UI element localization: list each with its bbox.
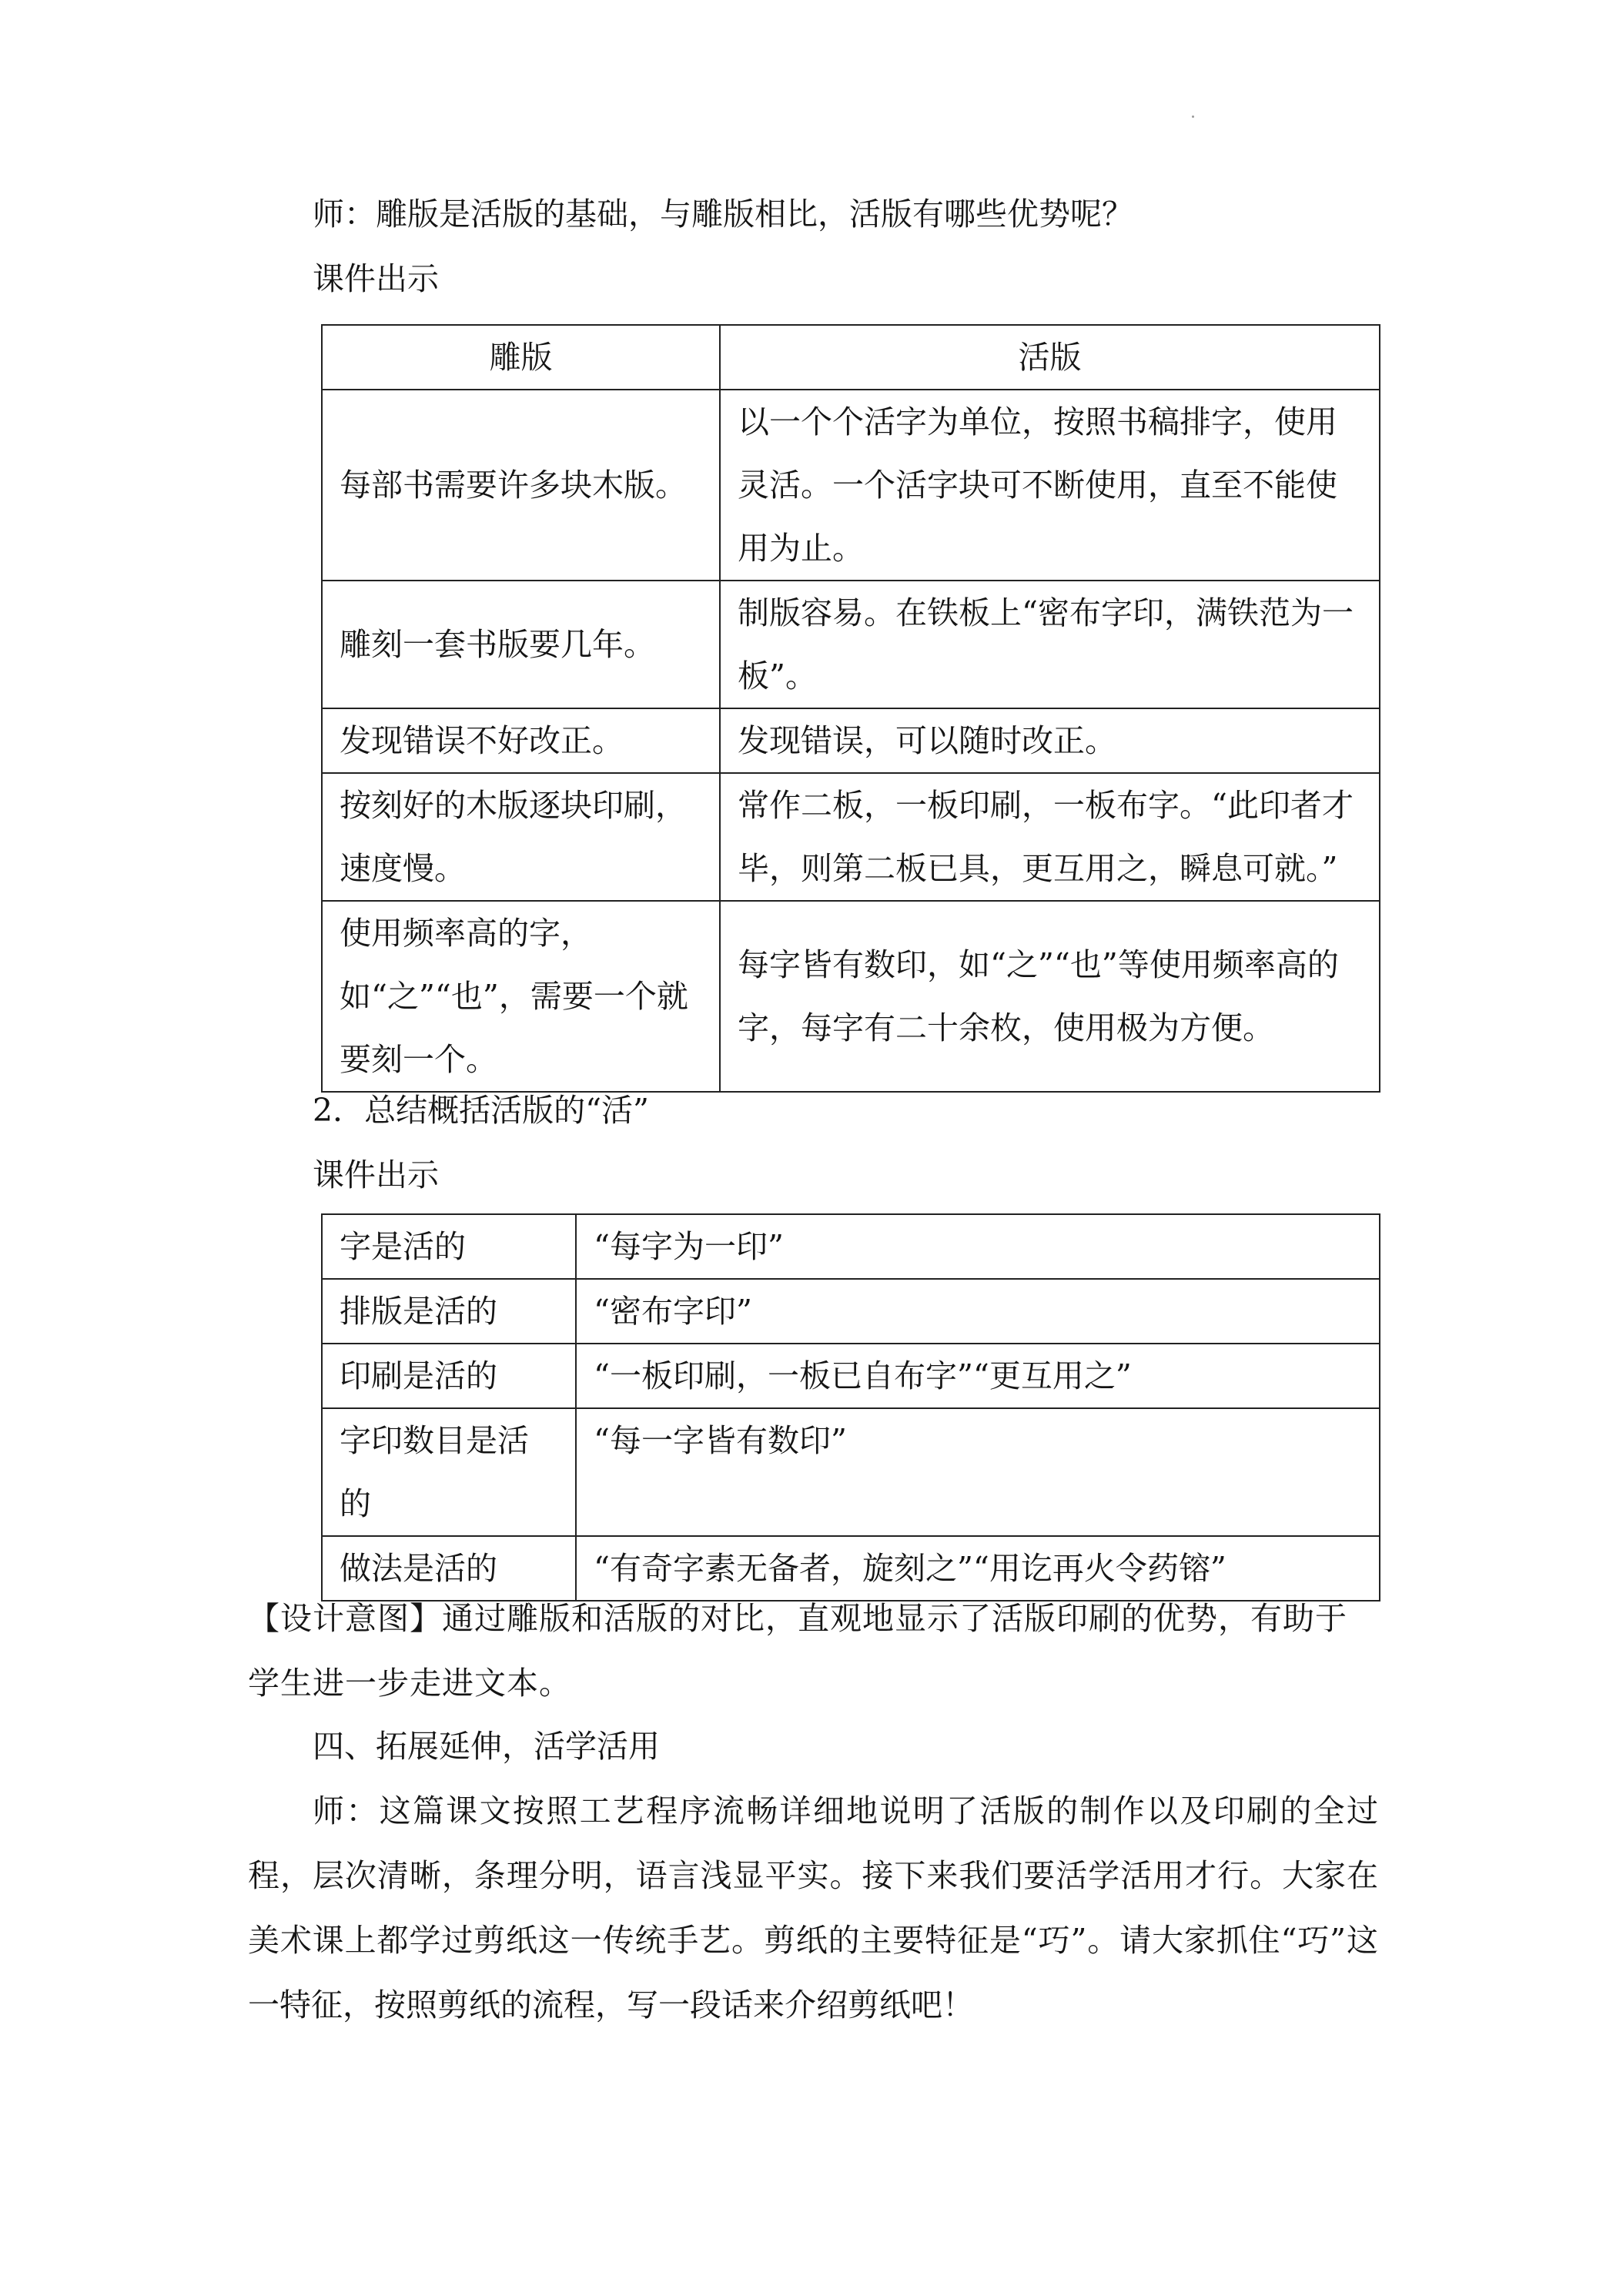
table-cell: “一板印刷，一板已自布字”“更互用之” [576,1344,1380,1408]
table-cell: 常作二板，一板印刷，一板布字。“此印者才毕，则第二板已具，更互用之，瞬息可就。” [720,773,1380,901]
table-cell: 按刻好的木版逐块印刷，速度慢。 [322,773,720,901]
table-row [322,581,1380,708]
intro-question: 师：雕版是活版的基础，与雕版相比，活版有哪些优势呢？ [313,196,1133,233]
design-intent: 【设计意图】通过雕版和活版的对比，直观地显示了活版印刷的优势，有助于学生进一步走进文本。 [248,1600,1347,1702]
header-cell-woodblock: 雕版 [322,325,720,390]
table-cell: 排版是活的 [322,1279,576,1344]
table-cell: 做法是活的 [322,1536,576,1601]
table-row [322,901,1380,1092]
table-row [322,390,1380,581]
table-cell: 雕刻一套书版要几年。 [322,581,720,708]
table-cell: 发现错误不好改正。 [322,708,720,773]
section-heading: 四、拓展延伸，活学活用 [313,1728,660,1765]
section-heading: 2．总结概括活版的“活” [313,1092,650,1129]
table-cell: “密布字印” [576,1279,1380,1344]
table-row [322,1214,1380,1279]
table-cell: “每一字皆有数印” [576,1408,1380,1536]
table-cell: 字印数目是活的 [322,1408,576,1536]
comparison-table [321,324,1380,1093]
header-cell-movable-type: 活版 [720,325,1380,390]
table-cell: 字是活的 [322,1214,576,1279]
table-cell: 印刷是活的 [322,1344,576,1408]
table-cell: “有奇字素无备者，旋刻之”“用讫再火令药镕” [576,1536,1380,1601]
table-cell: 发现错误，可以随时改正。 [720,708,1380,773]
table-cell: “每字为一印” [576,1214,1380,1279]
table-cell: 以一个个活字为单位，按照书稿排字，使用灵活。一个活字块可不断使用，直至不能使用为止。 [720,390,1380,581]
table-row [322,708,1380,773]
table-cell: 每字皆有数印，如“之”“也”等使用频率高的字，每字有二十余枚，使用极为方便。 [720,901,1380,1092]
table-row [322,773,1380,901]
table-cell: 每部书需要许多块木版。 [322,390,720,581]
table-row [322,1279,1380,1344]
table-cell: 使用频率高的字，如“之”“也”，需要一个就要刻一个。 [322,901,720,1092]
table-cell: 制版容易。在铁板上“密布字印，满铁范为一板”。 [720,581,1380,708]
table-row [322,1408,1380,1536]
table-header-row [322,325,1380,390]
page-mark [1192,115,1194,118]
table-row [322,1344,1380,1408]
closing-paragraph: 师：这篇课文按照工艺程序流畅详细地说明了活版的制作以及印刷的全过程，层次清晰，条理分明，语言浅显平实。接下来我们要活学活用才行。大家在美术课上都学过剪纸这一传统手艺。剪纸的主要特征是“巧”。请大家抓住“巧”这一特征，按照剪纸的流程，写一段话来介绍剪纸吧！ [248,1792,1378,2023]
courseware-label: 课件出示 [313,1156,439,1193]
summary-table [321,1213,1380,1602]
courseware-label: 课件出示 [313,260,439,297]
